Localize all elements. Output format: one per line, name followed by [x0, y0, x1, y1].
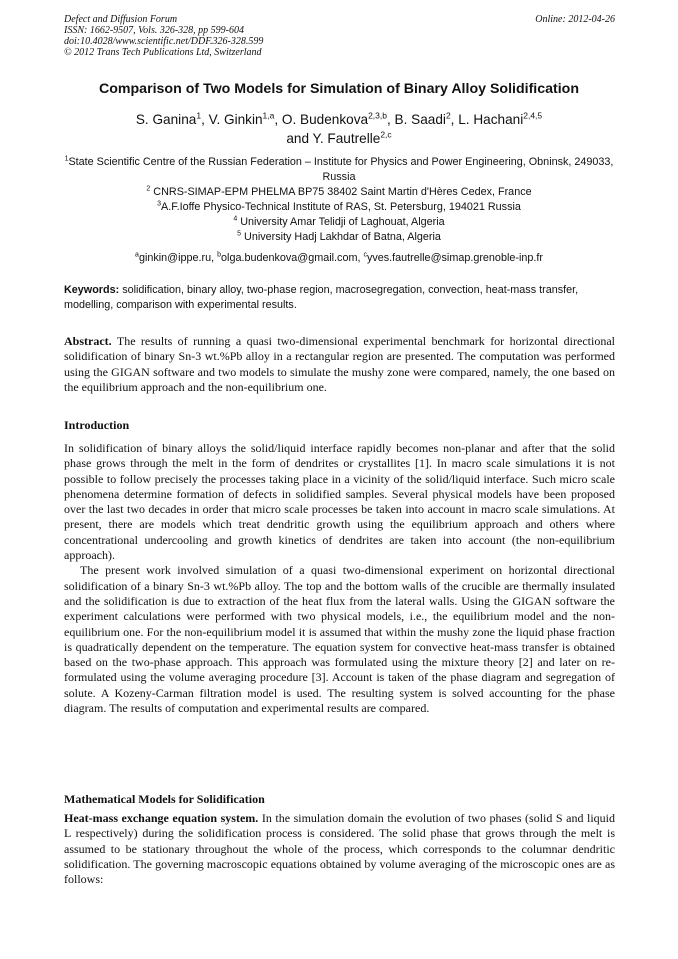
math-models-body — [64, 811, 615, 887]
paper-title: Comparison of Two Models for Simulation of Binary Alloy Solidification — [98, 81, 580, 97]
author-list: S. Ganina$^1$, V. Ginkin$^{1,a}$, O. Budenkova$^{2,3,b}$, B. Saadi$^2$, L. Hachani$^{2,4,5}$ and Y. Fautrelle$^{2,c}$ — [135, 110, 543, 146]
affiliation: $^2$ CNRS-SIMAP-EPM PHELMA BP75 38402 Saint Martin d'Hères Cedex, France — [146, 185, 532, 198]
journal-doi: doi:10.4028/www.scientific.net/DDF.326-328.599 — [64, 36, 264, 47]
author-affiliation-marker: 2,3,b — [368, 110, 387, 121]
author-affiliation-marker: 2,c — [380, 129, 392, 140]
affiliation: $^5$ University Hadj Lakhdar of Batna, Algeria — [237, 230, 441, 243]
affiliation: $^1$State Scientific Centre of the Russian Federation – Institute for Physics and Power Engineering, Obninsk, 249033, Russia — [64, 155, 614, 183]
paragraph: In solidification of binary alloys the solid/liquid interface rapidly becomes non-planar and after that the solid phase grows through the melt in the form of dendrites or crystallites [1]. In macro scale simulations it is not possible to follow precisely the processes taking place in a vicinity of the solid/liquid interface. Such micro scale phenomena determine formation of defects in solidified samples. Several physical models have been proposed over the last two decades in order that micro scale processes be taken into account in macro scale simulations. At present, there are models which treat dendritic growth using the equilibrium approach and others where concentrational undercooling and growth kinetics of dendrites are taken into account (the non-equilibrium approach). — [64, 441, 615, 563]
keywords-label: Keywords: — [64, 284, 120, 296]
journal-issn: ISSN: 1662-9507, Vols. 326-328, pp 599-604 — [64, 25, 244, 36]
author-name: O. Budenkova — [281, 112, 369, 127]
author-affiliation-marker: 1 — [196, 110, 202, 121]
affiliation-list — [64, 155, 614, 266]
section-heading-introduction: Introduction — [64, 418, 130, 432]
email-link[interactable]: olga.budenkova@gmail.com — [221, 252, 358, 264]
keywords-text: solidification, binary alloy, two-phase region, macrosegregation, convection, heat-mass transfer, modelling, comparison with experimental results. — [64, 284, 579, 311]
affiliation: $^4$ University Amar Telidji of Laghouat, Algeria — [233, 215, 445, 228]
introduction-body — [64, 441, 615, 716]
author-name: and Y. Fautrelle — [286, 131, 381, 146]
email-link[interactable]: ginkin@ippe.ru — [138, 252, 212, 264]
author-emails: $^a$ginkin@ippe.ru, $^b$olga.budenkova@gmail.com, $^c$yves.fautrelle@simap.grenoble-inp.fr — [135, 251, 543, 264]
paragraph: The present work involved simulation of a quasi two-dimensional experiment on horizontal directional solidification of a binary Sn-3 wt.%Pb alloy. The top and the bottom walls of the crucible are thermally insulated and the solidification is due to extraction of the heat flux from the lateral walls. Using the GIGAN software the experiment calculations were performed with two physical models, i.e., the equilibrium model and the non-equilibrium one. For the non-equilibrium model it is assumed that within the mushy zone the liquid phase fraction is quadratically dependent on the temperature. The equation system for convective heat-mass transfer is obtained based on the two-phase approach. This approach was formulated using the mixture theory [2] and later on re-formulated using the volume averaging procedure [3]. Account is taken of the phase diagram and segregation of solute. A Kozeny-Carman filtration model is used. The resulting system is solved accounting for the phase diagram. The results of computation and experimental results are compared. — [64, 563, 615, 716]
author-name: B. Saadi — [394, 112, 446, 127]
keywords — [64, 283, 615, 313]
affiliation: $^3$A.F.Ioffe Physico-Technical Institute of RAS, St. Petersburg, 194021 Russia — [157, 200, 521, 213]
author-affiliation-marker: 2 — [445, 110, 451, 121]
author-name: L. Hachani — [458, 112, 524, 127]
author-affiliation-marker: 1,a — [262, 110, 275, 121]
section-heading-math-models: Mathematical Models for Solidification — [64, 792, 265, 806]
author-affiliation-marker: 2,4,5 — [523, 110, 543, 121]
paragraph: In the simulation domain the evolution of two phases (solid S and liquid L respectively) during the solidification process is considered. The solid phase that grows through the melt is assumed to be stationary throughout the whole of the process, which corresponds to the columnar dendritic solidification. The governing macroscopic equations obtained by volume averaging of the microscopic ones are as follows: — [64, 811, 615, 887]
journal-header — [64, 14, 263, 58]
journal-copyright: © 2012 Trans Tech Publications Ltd, Switzerland — [64, 47, 262, 58]
author-name: S. Ganina — [135, 112, 197, 127]
abstract — [64, 334, 615, 395]
author-name: V. Ginkin — [208, 112, 263, 127]
online-date: Online: 2012-04-26 — [535, 14, 615, 25]
abstract-label: Abstract. — [64, 334, 112, 348]
email-link[interactable]: yves.fautrelle@simap.grenoble-inp.fr — [366, 252, 543, 264]
subsection-label: Heat-mass exchange equation system. — [64, 811, 259, 825]
abstract-text: The results of running a quasi two-dimensional experimental benchmark for horizontal directional solidification of binary Sn-3 wt.%Pb alloy in a rectangular region are presented. The computation was performed using the GIGAN software and two models to simulate the mushy zone were compared, namely, the one based on the equilibrium approach and the non-equilibrium one. — [64, 334, 615, 394]
journal-name: Defect and Diffusion Forum — [64, 14, 178, 25]
